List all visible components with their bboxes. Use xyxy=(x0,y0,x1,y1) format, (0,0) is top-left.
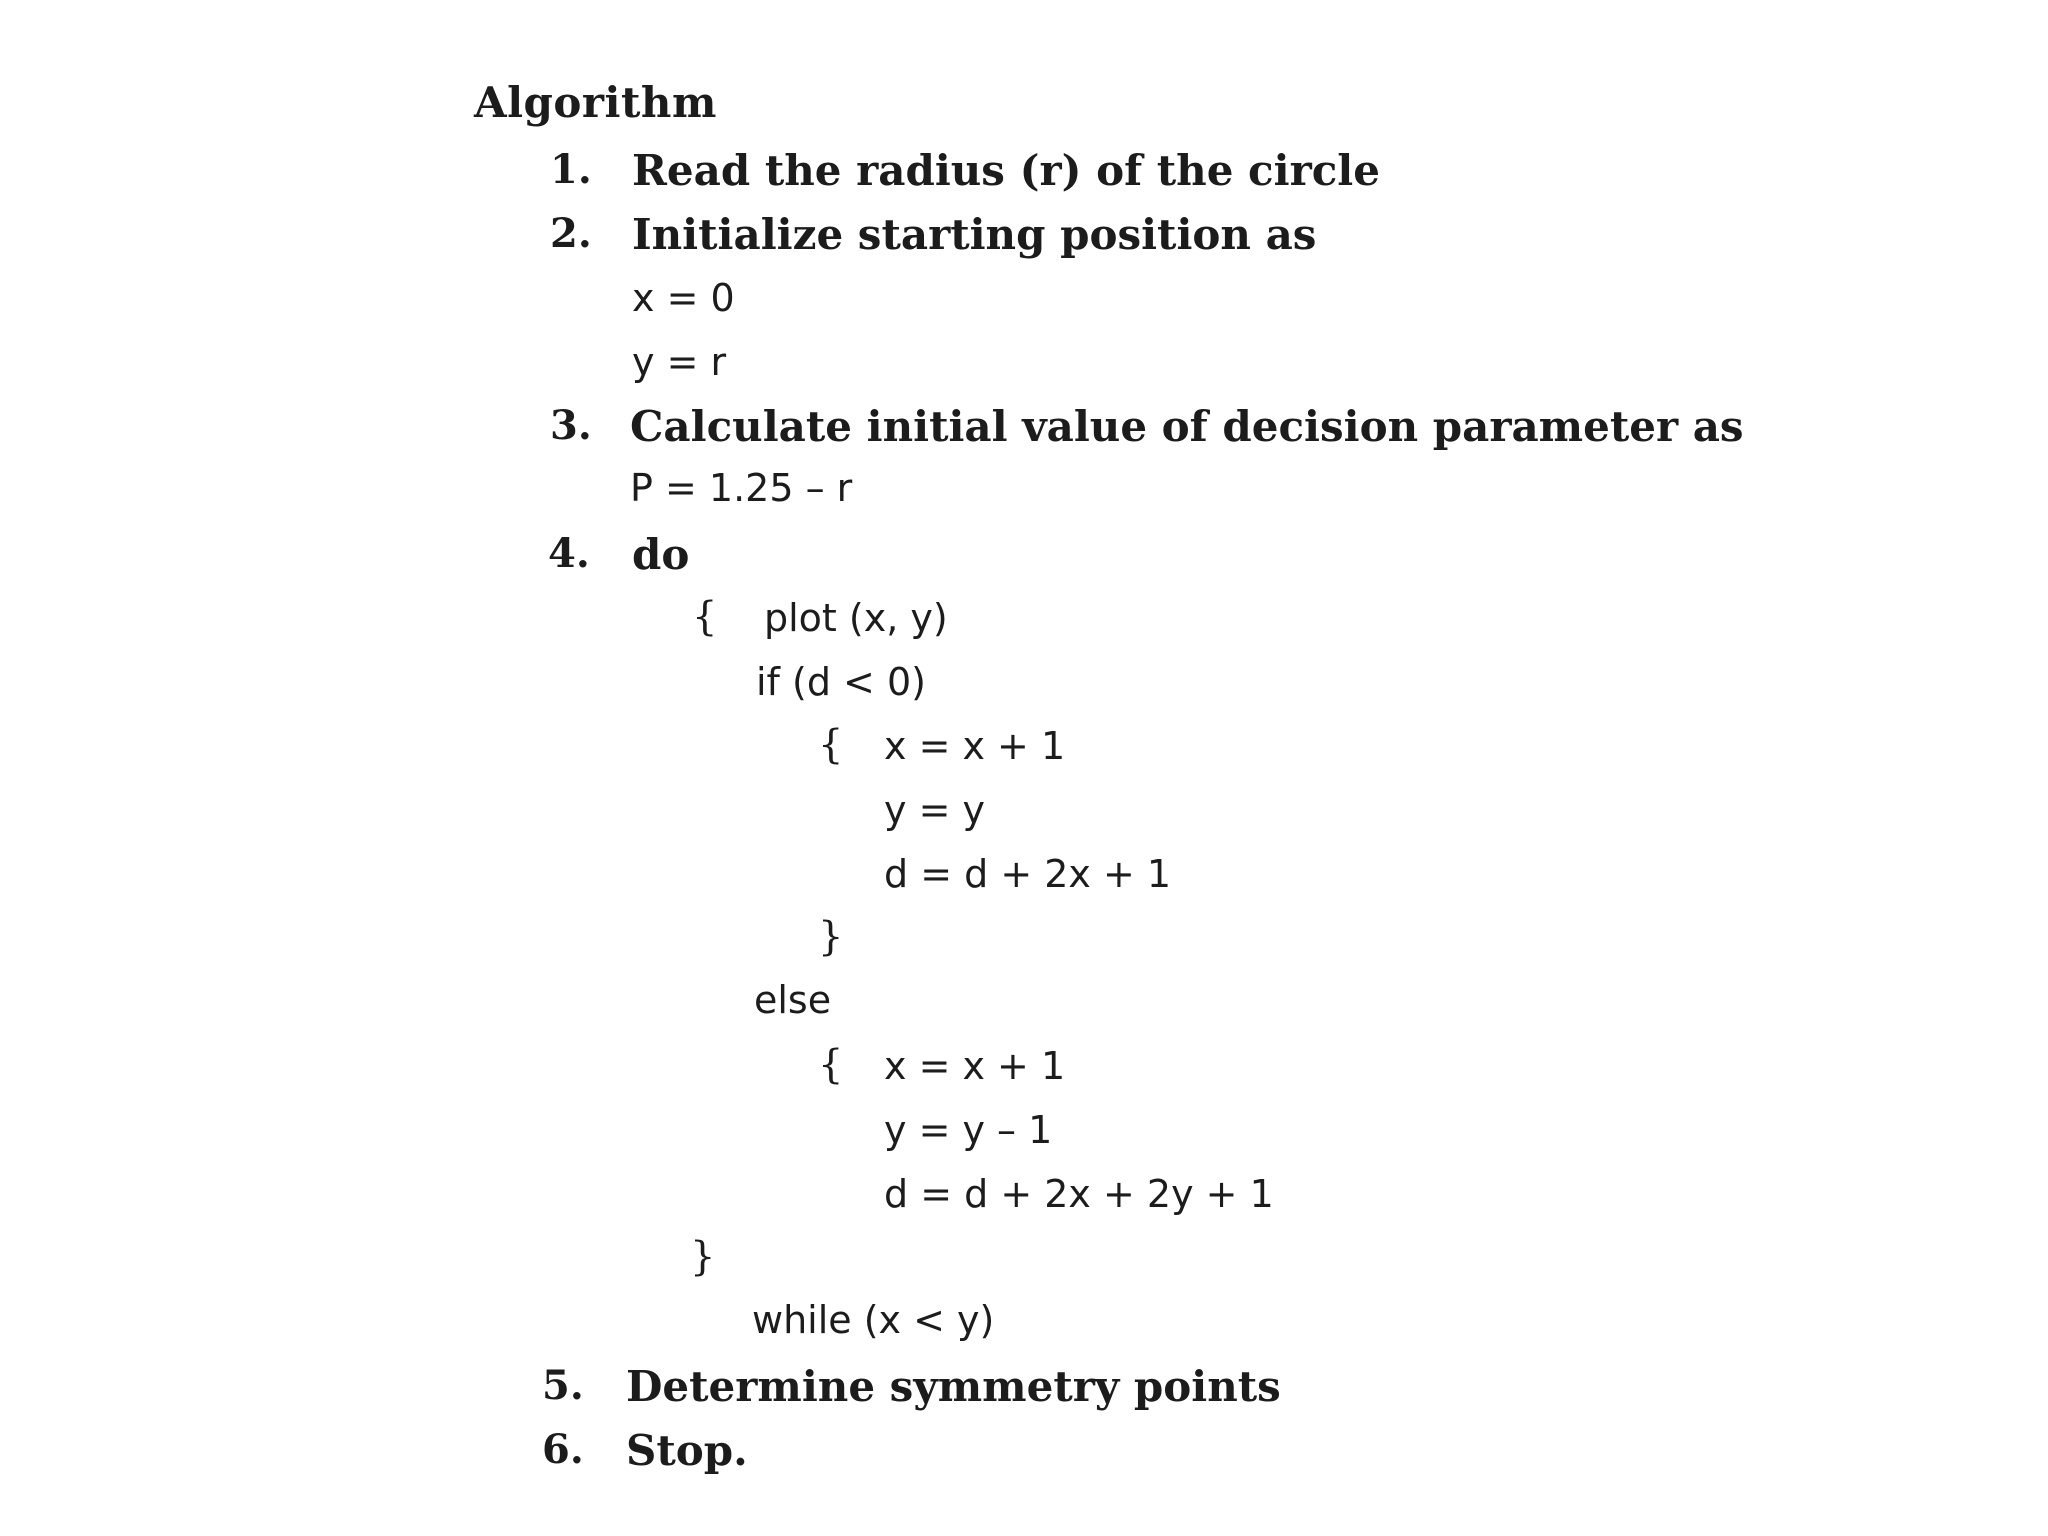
step-3-number: 3. xyxy=(550,402,592,449)
step-3-text: Calculate initial value of decision parameter as xyxy=(630,402,1744,451)
else-line-d: d = d + 2x + 2y + 1 xyxy=(884,1172,1274,1216)
loop-plot-statement: plot (x, y) xyxy=(764,596,948,640)
step-6-text: Stop. xyxy=(626,1426,748,1475)
else-line-x: x = x + 1 xyxy=(884,1044,1066,1088)
step-5-text: Determine symmetry points xyxy=(626,1362,1281,1411)
step-3-formula: P = 1.25 – r xyxy=(630,466,853,510)
step-2-number: 2. xyxy=(550,210,592,257)
else-line-y: y = y – 1 xyxy=(884,1108,1053,1152)
algorithm-heading: Algorithm xyxy=(474,78,717,127)
if-line-d: d = d + 2x + 1 xyxy=(884,852,1172,896)
step-2-line-x: x = 0 xyxy=(632,276,735,320)
else-open-brace: { xyxy=(818,1042,844,1088)
loop-if-condition: if (d < 0) xyxy=(756,660,926,704)
loop-else-keyword: else xyxy=(754,978,832,1022)
step-5-number: 5. xyxy=(542,1362,584,1409)
if-close-brace: } xyxy=(818,914,844,960)
step-1-text: Read the radius (r) of the circle xyxy=(632,146,1380,195)
if-line-x: x = x + 1 xyxy=(884,724,1066,768)
step-2-text: Initialize starting position as xyxy=(632,210,1317,259)
step-4-text: do xyxy=(632,530,690,579)
if-line-y: y = y xyxy=(884,788,985,832)
loop-close-brace: } xyxy=(690,1234,716,1280)
if-open-brace: { xyxy=(818,722,844,768)
step-2-line-y: y = r xyxy=(632,340,727,384)
step-4-number: 4. xyxy=(548,530,590,577)
step-1-number: 1. xyxy=(550,146,592,193)
step-6-number: 6. xyxy=(542,1426,584,1473)
loop-while-condition: while (x < y) xyxy=(752,1298,995,1342)
loop-open-brace: { xyxy=(692,594,718,640)
